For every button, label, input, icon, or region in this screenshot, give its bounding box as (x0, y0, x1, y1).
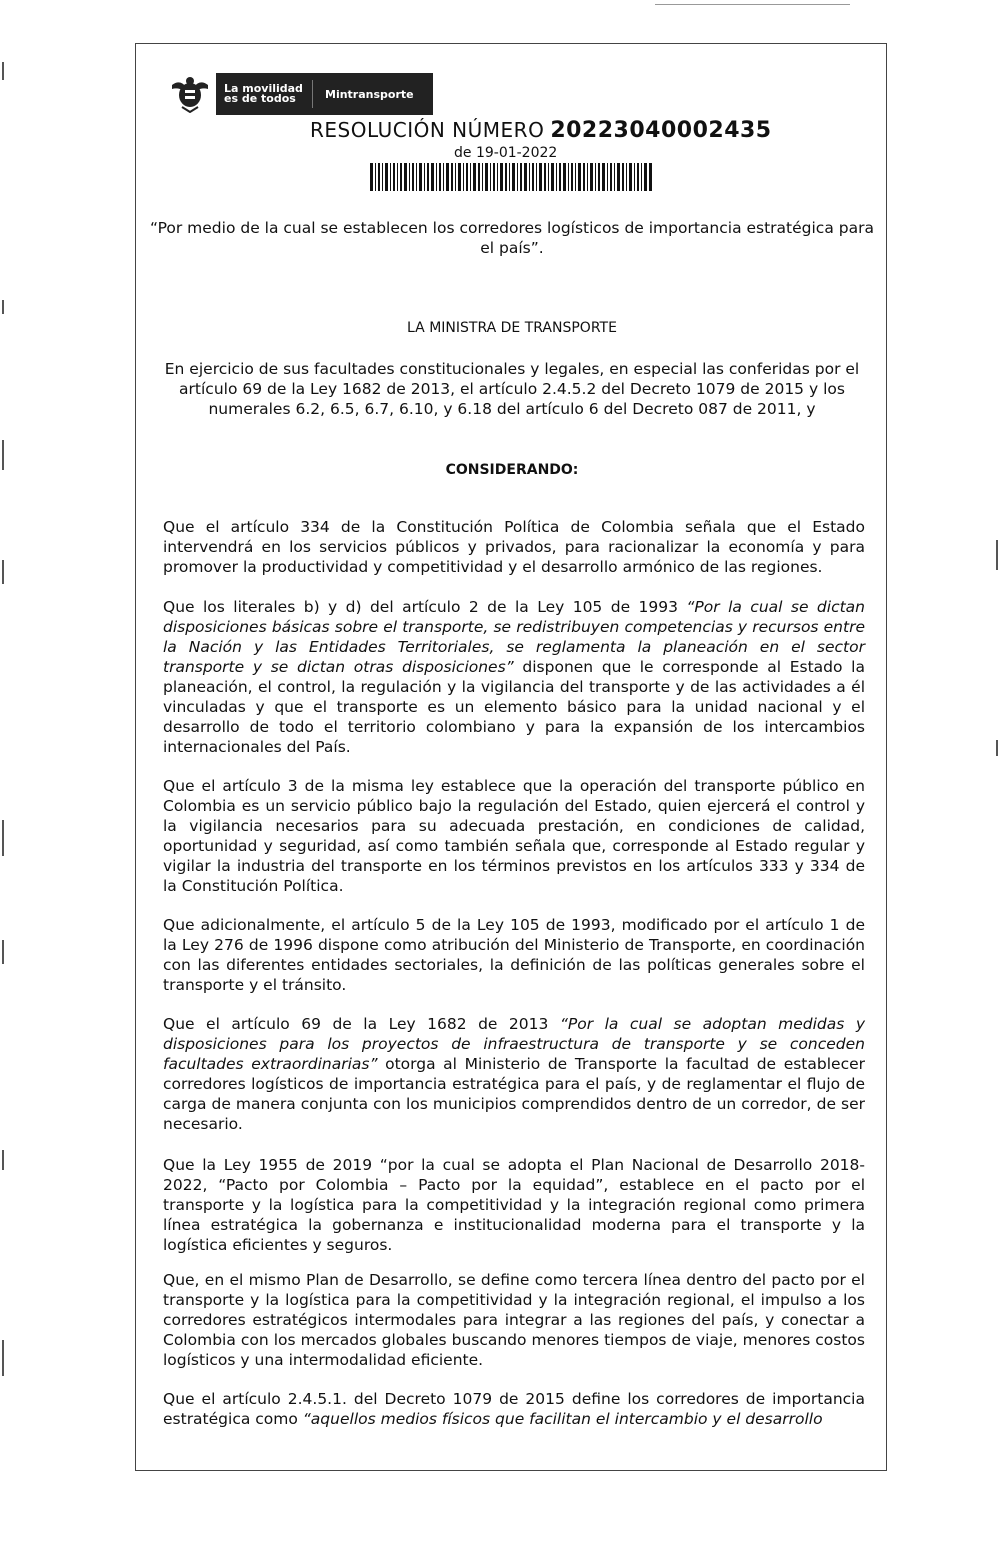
paragraph-text: disponen que le corresponde al Estado la planeación, el control, la regulación y la vigilancia del transporte y de las actividades a él vinculadas y que el transporte es un elemento básico para la unidad nacional y el desarrollo de todo el territorio colombiano y para la expansión de los intercambios internacionales del País. (163, 658, 865, 756)
law-title-quote: “Por la cual se adoptan medidas y disposiciones para los proyectos de infraestructura de transporte y se conceden facultades extraordinarias” (163, 1015, 865, 1073)
considering-paragraph-6: Que la Ley 1955 de 2019 “por la cual se adopta el Plan Nacional de Desarrollo 2018-2022, “Pacto por Colombia – Pacto por la equidad”, establece en el pacto por el transporte y la logística para la competitividad y la integración regional como primera línea estratégica la gobernanza e institucionalidad moderna para el transporte y la logística eficientes y seguros. (163, 1156, 865, 1254)
logo-slogan-line2: es de todos (224, 92, 296, 105)
top-rule (655, 4, 850, 5)
paragraph-text: Que el artículo 2.4.5.1. del Decreto 1079 de 2015 define los corredores de importancia estratégica como (163, 1390, 865, 1428)
coat-of-arms-icon (170, 75, 210, 113)
scan-mark (2, 440, 4, 470)
scan-mark (2, 820, 4, 856)
considering-paragraph-1: Que el artículo 334 de la Constitución Política de Colombia señala que el Estado intervendrá en los servicios públicos y privados, para racionalizar la economía y para promover la productividad y competitividad y el desarrollo armónico de las regiones. (163, 518, 865, 576)
scan-mark (996, 540, 998, 570)
scan-mark (2, 62, 4, 80)
resolution-date: de 19-01-2022 (454, 145, 558, 161)
resolution-title (310, 118, 772, 143)
resolution-subject: “Por medio de la cual se establecen los corredores logísticos de importancia estratégica para el país”. (150, 219, 874, 257)
scan-mark (2, 940, 4, 964)
considering-paragraph-5 (163, 1014, 865, 1134)
law-title-quote: “Por la cual se dictan disposiciones básicas sobre el transporte, se redistribuyen competencias y recursos entre la Nación y las Entidades Territoriales, se reglamenta la planeación en el sector transporte y se dictan otras disposiciones” (163, 598, 865, 676)
considering-paragraph-3: Que el artículo 3 de la misma ley establece que la operación del transporte público en Colombia es un servicio público bajo la regulación del Estado, quien ejercerá el control y la vigilancia necesarios para su adecuada prestación, en condiciones de calidad, oportunidad y seguridad, así como también señala que, corresponde al Estado regular y vigilar la industria del transporte en los términos previstos en los artículos 333 y 334 de la Constitución Política. (163, 777, 865, 895)
scan-mark (2, 560, 4, 584)
paragraph-text: otorga al Ministerio de Transporte la facultad de establecer corredores logísticos de importancia estratégica para el país, y de reglamentar el flujo de carga de manera conjunta con los municipios comprendidos dentro de un corredor, de ser necesario. (163, 1055, 865, 1133)
logo-ministry-name: Mintransporte (325, 87, 414, 101)
logo-slogan (224, 80, 313, 108)
logo-slogan-line1: La movilidad (224, 82, 303, 95)
paragraph-text: Que el artículo 69 de la Ley 1682 de 2013 (163, 1015, 560, 1033)
logo-banner (216, 73, 433, 115)
ministry-logo (170, 73, 433, 115)
resolution-number: 20223040002435 (550, 118, 772, 143)
scan-mark (2, 300, 4, 314)
scan-mark (996, 740, 998, 756)
definition-quote: “aquellos medios físicos que facilitan el intercambio y el desarrollo (302, 1410, 823, 1428)
resolution-label: RESOLUCIÓN NÚMERO (310, 118, 545, 142)
considering-heading: CONSIDERANDO: (445, 462, 579, 478)
considering-paragraph-2 (163, 597, 865, 757)
considering-paragraph-4: Que adicionalmente, el artículo 5 de la Ley 105 de 1993, modificado por el artículo 1 de la Ley 276 de 1996 dispone como atribución del Ministerio de Transporte, en coordinación con las diferentes entidades sectoriales, la definición de las políticas generales sobre el transporte y el tránsito. (163, 916, 865, 994)
considering-paragraph-7: Que, en el mismo Plan de Desarrollo, se define como tercera línea dentro del pacto por el transporte y la logística para la competitividad y la integración regional, el impulso a los corredores estratégicos intermodales para integrar a las regiones del país, y conectar a Colombia con los mercados globales buscando menores tiempos de viaje, menores costos logísticos y una intermodalidad eficiente. (163, 1271, 865, 1369)
considering-paragraph-8 (163, 1389, 865, 1429)
barcode (370, 163, 652, 191)
authority-statement: En ejercicio de sus facultades constitucionales y legales, en especial las conferidas por el artículo 69 de la Ley 1682 de 2013, el artículo 2.4.5.2 del Decreto 1079 de 2015 y los numerales 6.2, 6.5, 6.7, 6.10, y 6.18 del artículo 6 del Decreto 087 de 2011, y (164, 360, 860, 418)
scan-mark (2, 1340, 4, 1376)
scan-mark (2, 1150, 4, 1170)
issuer-heading: LA MINISTRA DE TRANSPORTE (407, 320, 617, 336)
paragraph-text: Que los literales b) y d) del artículo 2 de la Ley 105 de 1993 (163, 598, 687, 616)
